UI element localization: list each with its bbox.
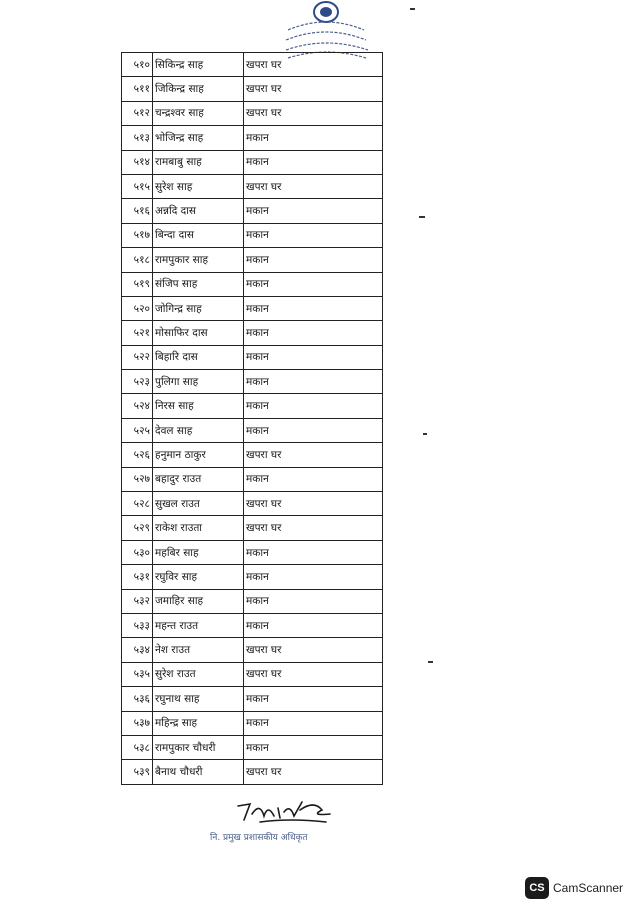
table-row [122, 394, 383, 418]
row-number: ५३८ [122, 735, 153, 759]
row-number: ५३५ [122, 662, 153, 686]
table-body [122, 53, 383, 785]
house-type: मकान [244, 199, 383, 223]
camscanner-text: CamScanner [553, 881, 624, 895]
beneficiary-name: महन्त राउत [153, 613, 244, 637]
scan-mark [419, 216, 425, 218]
house-type: मकान [244, 272, 383, 296]
table-row [122, 760, 383, 784]
table-row [122, 613, 383, 637]
house-type: खपरा घर [244, 760, 383, 784]
house-type: मकान [244, 345, 383, 369]
row-number: ५३१ [122, 565, 153, 589]
table-row [122, 345, 383, 369]
row-number: ५२८ [122, 492, 153, 516]
row-number: ५१९ [122, 272, 153, 296]
row-number: ५११ [122, 77, 153, 101]
row-number: ५१२ [122, 101, 153, 125]
row-number: ५२९ [122, 516, 153, 540]
table-row [122, 638, 383, 662]
house-type: खपरा घर [244, 77, 383, 101]
camscanner-watermark [525, 876, 623, 900]
house-type: मकान [244, 248, 383, 272]
beneficiary-name: बैनाथ चौधरी [153, 760, 244, 784]
seal-emblem-center [320, 7, 332, 17]
house-type: मकान [244, 711, 383, 735]
table-row [122, 589, 383, 613]
beneficiary-name: रामबाबु साह [153, 150, 244, 174]
table-row [122, 321, 383, 345]
beneficiary-name: अन्नदि दास [153, 199, 244, 223]
house-type: खपरा घर [244, 662, 383, 686]
house-type: खपरा घर [244, 638, 383, 662]
beneficiary-name: सुरेश राउत [153, 662, 244, 686]
beneficiary-name: संजिप साह [153, 272, 244, 296]
beneficiary-table [121, 52, 383, 785]
table-row [122, 77, 383, 101]
table-row [122, 126, 383, 150]
house-type: खपरा घर [244, 101, 383, 125]
beneficiary-name: रामपुकार साह [153, 248, 244, 272]
camscanner-logo-icon: CS [525, 877, 549, 899]
beneficiary-name: महबिर साह [153, 540, 244, 564]
row-number: ५२३ [122, 370, 153, 394]
row-number: ५२० [122, 296, 153, 320]
row-number: ५३० [122, 540, 153, 564]
row-number: ५२४ [122, 394, 153, 418]
house-type: खपरा घर [244, 174, 383, 198]
beneficiary-name: बिन्दा दास [153, 223, 244, 247]
house-type: मकान [244, 321, 383, 345]
signature-block [210, 796, 340, 852]
beneficiary-name: सिकिन्द्र साह [153, 53, 244, 77]
house-type: मकान [244, 223, 383, 247]
table-row [122, 296, 383, 320]
beneficiary-name: बहादुर राउत [153, 467, 244, 491]
house-type: खपरा घर [244, 53, 383, 77]
house-type: मकान [244, 467, 383, 491]
table-row [122, 467, 383, 491]
beneficiary-name: निरस साह [153, 394, 244, 418]
table-row [122, 492, 383, 516]
table-row [122, 150, 383, 174]
row-number: ५१४ [122, 150, 153, 174]
table-row [122, 711, 383, 735]
table-row [122, 199, 383, 223]
house-type: मकान [244, 589, 383, 613]
beneficiary-name: राकेश राउता [153, 516, 244, 540]
house-type: मकान [244, 370, 383, 394]
beneficiary-name: पुलिगा साह [153, 370, 244, 394]
row-number: ५२५ [122, 418, 153, 442]
house-type: मकान [244, 613, 383, 637]
beneficiary-name: चन्द्रश्वर साह [153, 101, 244, 125]
seal-text-arc-2 [286, 32, 366, 40]
table-row [122, 272, 383, 296]
beneficiary-name: रघुनाथ साह [153, 687, 244, 711]
house-type: मकान [244, 540, 383, 564]
house-type: मकान [244, 565, 383, 589]
beneficiary-name: रामपुकार चौधरी [153, 735, 244, 759]
beneficiary-name: सुरेश साह [153, 174, 244, 198]
row-number: ५१७ [122, 223, 153, 247]
house-type: मकान [244, 735, 383, 759]
beneficiary-name: बिहारि दास [153, 345, 244, 369]
signature-scribble [230, 796, 340, 826]
house-type: खपरा घर [244, 443, 383, 467]
row-number: ५२७ [122, 467, 153, 491]
table-row [122, 223, 383, 247]
house-type: मकान [244, 394, 383, 418]
row-number: ५२६ [122, 443, 153, 467]
scan-mark [423, 433, 427, 435]
house-type: मकान [244, 687, 383, 711]
table-row [122, 370, 383, 394]
row-number: ५३७ [122, 711, 153, 735]
scan-mark [428, 661, 433, 663]
row-number: ५१३ [122, 126, 153, 150]
row-number: ५३२ [122, 589, 153, 613]
table-row [122, 516, 383, 540]
scan-mark [410, 8, 415, 10]
beneficiary-name: जोगिन्द्र साह [153, 296, 244, 320]
row-number: ५१८ [122, 248, 153, 272]
signature-caption: नि. प्रमुख प्रशासकीय अधिकृत [210, 833, 308, 843]
table-row [122, 174, 383, 198]
house-type: मकान [244, 296, 383, 320]
table-row [122, 101, 383, 125]
house-type: मकान [244, 150, 383, 174]
table-row [122, 735, 383, 759]
seal-text-arc-1 [288, 22, 364, 30]
table-row [122, 687, 383, 711]
table-row [122, 540, 383, 564]
beneficiary-name: सुखल राउत [153, 492, 244, 516]
row-number: ५२२ [122, 345, 153, 369]
row-number: ५३३ [122, 613, 153, 637]
row-number: ५१० [122, 53, 153, 77]
beneficiary-name: महिन्द्र साह [153, 711, 244, 735]
beneficiary-name: देवल साह [153, 418, 244, 442]
beneficiary-name: जमाहिर साह [153, 589, 244, 613]
row-number: ५३४ [122, 638, 153, 662]
table-row [122, 443, 383, 467]
beneficiary-name: भोजिन्द्र साह [153, 126, 244, 150]
row-number: ५१६ [122, 199, 153, 223]
beneficiary-name: रघुविर साह [153, 565, 244, 589]
house-type: मकान [244, 126, 383, 150]
table-row [122, 418, 383, 442]
seal-text-arc-3 [286, 43, 368, 50]
table-row [122, 565, 383, 589]
house-type: मकान [244, 418, 383, 442]
table-row [122, 53, 383, 77]
beneficiary-name: मोसाफिर दास [153, 321, 244, 345]
row-number: ५२१ [122, 321, 153, 345]
beneficiary-name: जिकिन्द्र साह [153, 77, 244, 101]
beneficiary-name: हनुमान ठाकुर [153, 443, 244, 467]
row-number: ५१५ [122, 174, 153, 198]
beneficiary-name: नेश राउत [153, 638, 244, 662]
house-type: खपरा घर [244, 516, 383, 540]
row-number: ५३९ [122, 760, 153, 784]
table-row [122, 248, 383, 272]
table-row [122, 662, 383, 686]
row-number: ५३६ [122, 687, 153, 711]
house-type: खपरा घर [244, 492, 383, 516]
